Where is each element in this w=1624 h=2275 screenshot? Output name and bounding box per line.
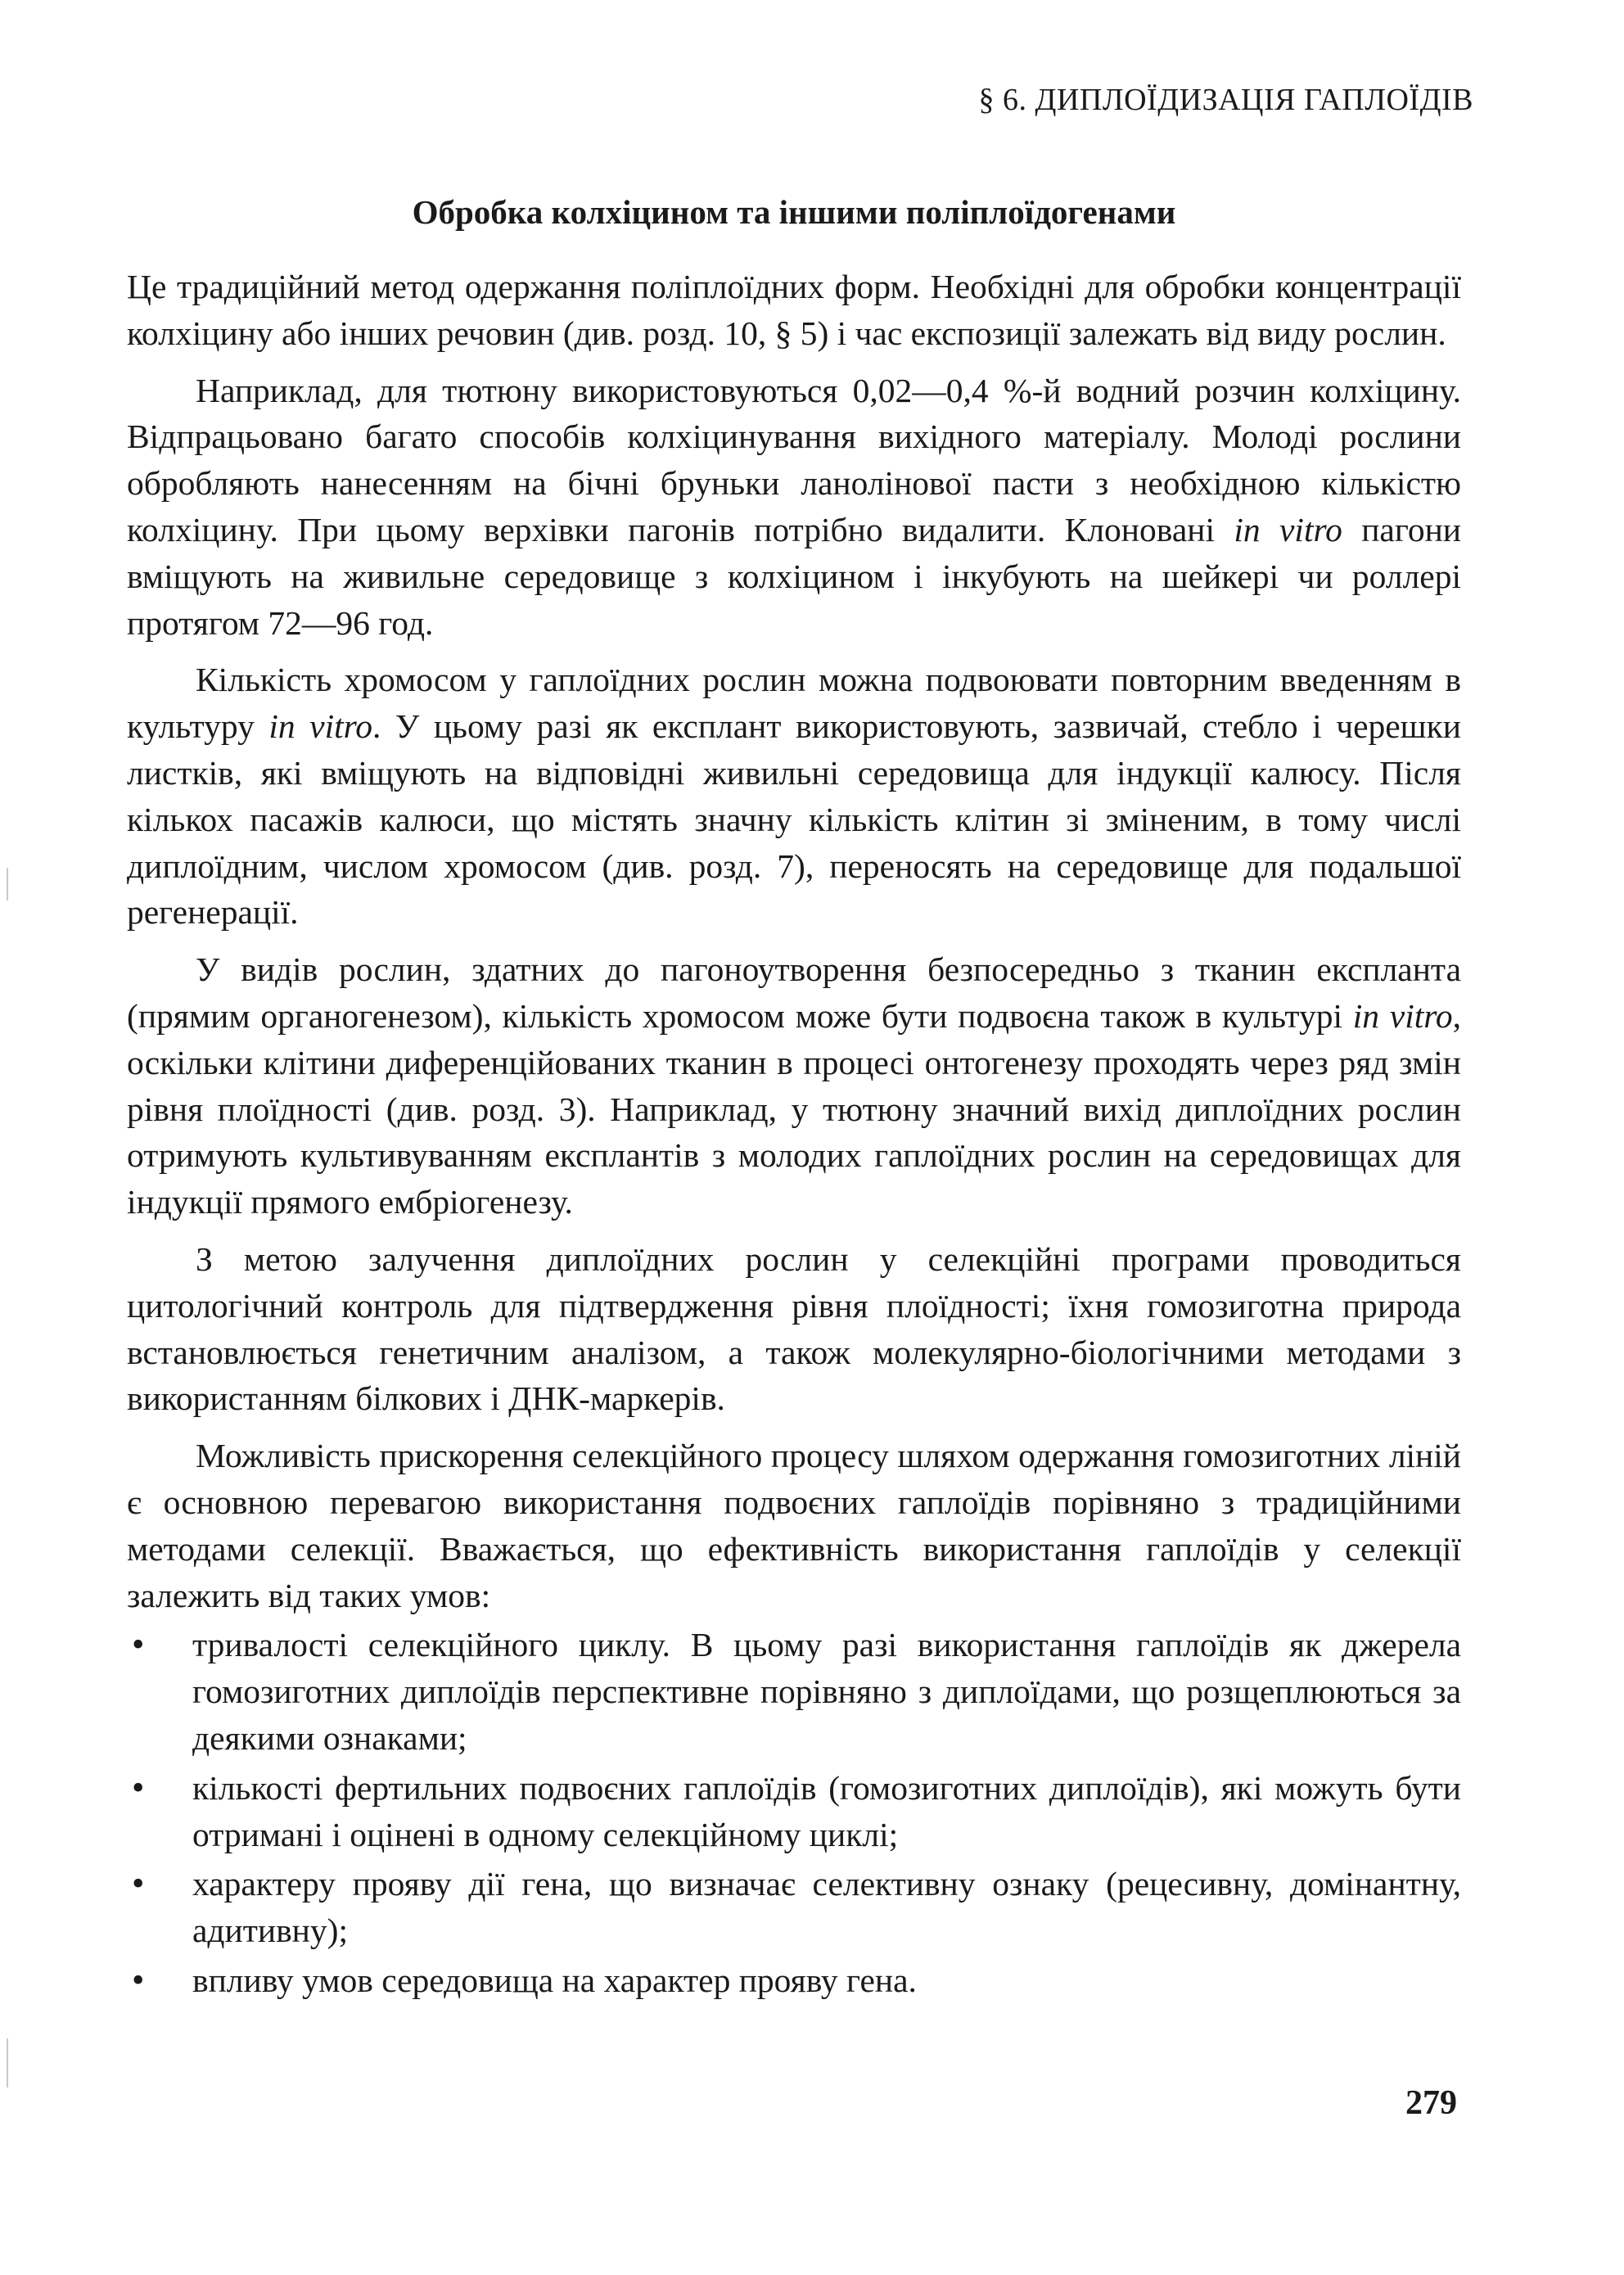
list-item-text: кількості фертильних подвоєних гаплоїдів (гомозиготних диплоїдів), які можуть бути отримані і оцінені в одному селекційному циклі; — [192, 1768, 1461, 1853]
scan-margin-mark — [7, 2038, 8, 2088]
paragraph-intro: Це традиційний метод одержання поліплоїдних форм. Необхідні для обробки концентрації колхіцину або інших речовин (див. розд. 10, § 5) і час експозиції залежать від виду рослин. — [127, 268, 1461, 352]
paragraph-organogenesis: У видів рослин, здатних до пагоноутворення безпосередньо з тканин експланта (прямим органогенезом), кількість хромосом може бути подвоєна також в культурі in vitro, оскільки клітини диференційованих тканин в процесі онтогенезу проходять через ряд змін рівня плоїдності (див. розд. 3). Наприклад, у тютюну значний вихід диплоїдних рослин отримують культивуванням експлантів з молодих гаплоїдних рослин на середовищах для індукції прямого ембріогенезу. — [127, 950, 1461, 1221]
list-item-text: характеру прояву дії гена, що визначає селективну ознаку (рецесивну, домінантну, адитивну); — [192, 1865, 1461, 1950]
bullet-icon: • — [132, 1863, 145, 1904]
body-text — [127, 264, 1461, 2007]
list-item — [127, 1765, 1461, 1858]
list-item — [127, 1861, 1461, 1954]
list-item — [127, 1957, 1461, 2004]
latin-term: in vitro — [268, 707, 373, 746]
scan-margin-mark — [7, 868, 8, 901]
running-header: § 6. ДИПЛОЇДИЗАЦІЯ ГАПЛОЇДІВ — [978, 83, 1473, 117]
section-title: Обробка колхіцином та іншими поліплоїдогенами — [412, 193, 1176, 231]
bullet-icon: • — [132, 1624, 145, 1665]
paragraph-cytological-control: З метою залучення диплоїдних рослин у селекційні програми проводиться цитологічний контроль для підтвердження рівня плоїдності; їхня гомозиготна природа встановлюється генетичним аналізом, а також молекулярно-біологічними методами з використанням білкових і ДНК-маркерів. — [127, 1239, 1461, 1418]
list-item — [127, 1622, 1461, 1761]
bullet-icon: • — [132, 1959, 145, 2000]
paragraph-tobacco-example: Наприклад, для тютюну використовуються 0,02—0,4 %-й водний розчин колхіцину. Відпрацьовано багато способів колхіцинування вихідного матеріалу. Молоді рослини обробляють нанесенням на бічні бруньки ланолінової пасти з необхідною кількістю колхіцину. При цьому верхівки пагонів потрібно видалити. Клоновані in vitro пагони вміщують на живильне середовище з колхіцином і інкубують на шейкері чи роллері протягом 72—96 год. — [127, 371, 1461, 642]
conditions-list — [127, 1622, 1461, 2003]
list-item-text: впливу умов середовища на характер прояву гена. — [192, 1961, 917, 1999]
paragraph-advantages: Можливість прискорення селекційного процесу шляхом одержання гомозиготних ліній є основною перевагою використання подвоєних гаплоїдів порівняно з традиційними методами селекції. Вважається, що ефективність використання гаплоїдів у селекції залежить від таких умов: — [127, 1437, 1461, 1614]
list-item-text: тривалості селекційного циклу. В цьому разі використання гаплоїдів як джерела гомозиготних диплоїдів перспективне порівняно з диплоїдами, що розщеплюються за деякими ознаками; — [192, 1626, 1461, 1757]
latin-term: in vitro — [1352, 996, 1453, 1035]
latin-term: in vitro — [1234, 510, 1342, 548]
paragraph-in-vitro-culture: Кількість хромосом у гаплоїдних рослин можна подвоювати повторним введенням в культуру in vitro. У цьому разі як експлант використовують, зазвичай, стебло і черешки листків, які вміщують на відповідні живильні середовища для індукції калюсу. Після кількох пасажів калюси, що містять значну кількість клітин зі зміненим, в тому числі диплоїдним, числом хромосом (див. розд. 7), переносять на середовище для подальшої регенерації. — [127, 661, 1461, 932]
page-number: 279 — [1405, 2084, 1457, 2122]
bullet-icon: • — [132, 1767, 145, 1808]
